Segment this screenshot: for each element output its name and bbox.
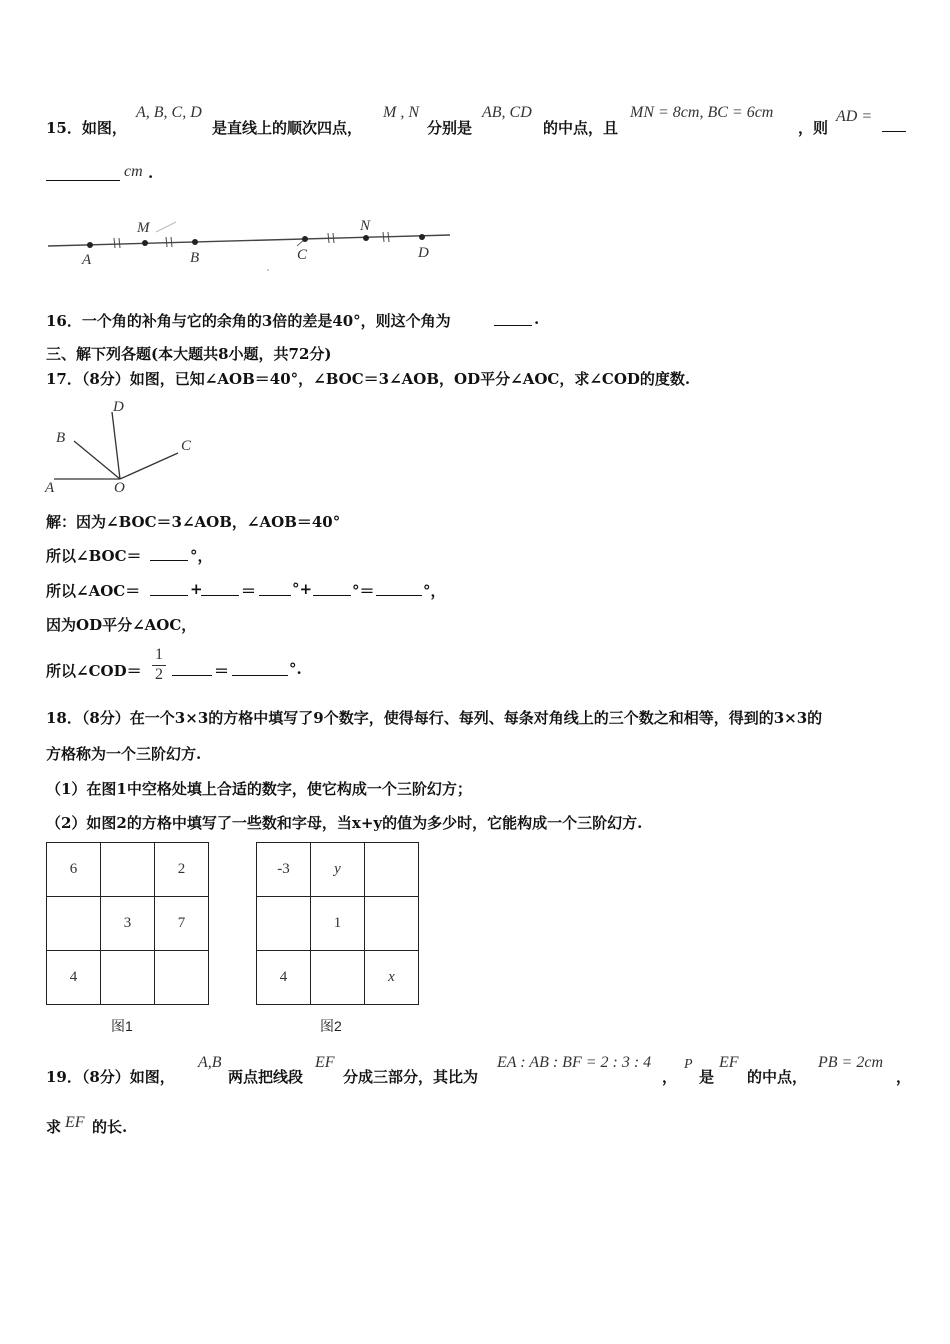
label-d: D xyxy=(418,245,429,261)
ray-oc xyxy=(120,453,178,479)
q17-solution-line-1: 解：因为∠BOC＝3∠AOB，∠AOB＝40° xyxy=(46,513,341,531)
q19-text-6: ， xyxy=(896,1068,912,1086)
q17-blank-5 xyxy=(376,581,422,596)
q17-blank-boc xyxy=(150,546,188,561)
q19-line-2a: 求 xyxy=(46,1118,62,1136)
grid-cell-y: y xyxy=(311,843,365,897)
q19-text-2: 分成三部分，其比为 xyxy=(343,1068,479,1086)
q17-angle-figure xyxy=(42,396,212,500)
label-c: C xyxy=(181,438,192,454)
grid-row xyxy=(47,843,209,897)
q19-text-5: 的中点， xyxy=(747,1068,808,1086)
label-d: D xyxy=(113,399,124,415)
grid-cell xyxy=(311,951,365,1005)
q15-text-4: ，则 xyxy=(798,119,829,137)
q17-blank-7 xyxy=(232,661,288,676)
grid-cell: 3 xyxy=(101,897,155,951)
q17-deg-plus: °+ xyxy=(292,580,313,598)
q17-text: 17．（8分）如图，已知∠AOB＝40°，∠BOC＝3∠AOB，OD平分∠AOC，求∠COD的度数. xyxy=(46,370,691,388)
q17-plus: + xyxy=(190,580,203,598)
q19-ab: A,B xyxy=(198,1054,222,1071)
grid-row xyxy=(257,951,419,1005)
fraction-one-half xyxy=(152,646,166,684)
q15-abcd: AB, CD xyxy=(482,104,532,121)
q15-unit: cm xyxy=(124,163,143,180)
fraction-denominator: 2 xyxy=(152,665,166,684)
point-n xyxy=(363,235,369,241)
stray-mark xyxy=(156,222,176,232)
label-n: N xyxy=(360,218,371,234)
q15-answer-blank-a xyxy=(882,117,906,132)
q19-pb: PB = 2cm xyxy=(818,1054,883,1071)
grid-cell: 6 xyxy=(47,843,101,897)
q17-deg-eq: °＝ xyxy=(352,582,375,600)
label-a: A xyxy=(45,480,55,496)
q17-eq-2: ＝ xyxy=(214,662,230,680)
grid-cell xyxy=(365,843,419,897)
grid-cell-x: x xyxy=(365,951,419,1005)
q17-blank-1 xyxy=(150,581,188,596)
ray-ob xyxy=(74,441,120,479)
q15-number: 15．如图， xyxy=(46,119,127,137)
magic-square-grid-1 xyxy=(46,842,209,1005)
q18-line-2: 方格称为一个三阶幻方. xyxy=(46,745,202,763)
q17-blank-3 xyxy=(259,581,291,596)
q18-line-1: 18．（8分）在一个3×3的方格中填写了9个数字，使得每行、每列、每条对角线上的三个数之和相等，得到的3×3的 xyxy=(46,709,823,727)
q15-end: . xyxy=(148,164,154,182)
grid-row xyxy=(257,897,419,951)
q17-blank-2 xyxy=(201,581,239,596)
q19-ef: EF xyxy=(315,1054,335,1071)
q16-answer-blank xyxy=(494,311,532,326)
q18-part-2: （2）如图2的方格中填写了一些数和字母，当x+y的值为多少时，它能构成一个三阶幻方. xyxy=(46,814,643,832)
ray-od xyxy=(112,412,120,479)
grid-cell: 7 xyxy=(155,897,209,951)
grid-cell: 1 xyxy=(311,897,365,951)
q17-solution-line-5: 所以∠COD＝ xyxy=(46,662,142,680)
q19-number: 19．（8分）如图， xyxy=(46,1068,175,1086)
magic-square-grid-2 xyxy=(256,842,419,1005)
q15-text-2: 分别是 xyxy=(427,119,473,137)
q15-line-figure xyxy=(44,212,456,276)
grid-cell: 4 xyxy=(257,951,311,1005)
label-m: M xyxy=(137,220,150,236)
grid-cell: 4 xyxy=(47,951,101,1005)
q17-solution-line-2-end: °， xyxy=(190,547,213,565)
point-c xyxy=(302,236,308,242)
q17-blank-6 xyxy=(172,661,212,676)
q15-text-1: 是直线上的顺次四点， xyxy=(212,119,363,137)
point-m xyxy=(142,240,148,246)
q19-line-2b: 的长. xyxy=(92,1118,128,1136)
q16-end: . xyxy=(534,310,540,328)
q19-ef-3: EF xyxy=(65,1114,85,1131)
q15-given: MN = 8cm, BC = 6cm xyxy=(630,104,774,121)
straight-line xyxy=(48,235,450,246)
grid-cell: -3 xyxy=(257,843,311,897)
point-b xyxy=(192,239,198,245)
grid-cell: 2 xyxy=(155,843,209,897)
fraction-numerator: 1 xyxy=(155,646,163,663)
q19-ratio: EA : AB : BF = 2 : 3 : 4 xyxy=(497,1054,652,1071)
q15-ad: AD = xyxy=(836,108,873,125)
grid-row xyxy=(257,843,419,897)
q17-solution-line-4: 因为OD平分∠AOC， xyxy=(46,616,197,634)
label-b: B xyxy=(56,430,66,446)
q17-blank-4 xyxy=(313,581,351,596)
q17-eq-1: ＝ xyxy=(241,582,257,600)
q15-mn: M , N xyxy=(383,104,419,121)
figure-2-caption: 图2 xyxy=(320,1018,342,1034)
grid-cell xyxy=(257,897,311,951)
q17-line-5-end: °. xyxy=(289,660,302,678)
label-a: A xyxy=(82,252,92,268)
q15-text-3: 的中点，且 xyxy=(543,119,619,137)
figure-1-caption: 图1 xyxy=(111,1018,133,1034)
label-o: O xyxy=(114,480,125,496)
q19-ef-2: EF xyxy=(719,1054,739,1071)
grid-cell xyxy=(155,951,209,1005)
q19-text-3: ， xyxy=(662,1068,678,1086)
q17-solution-line-3: 所以∠AOC＝ xyxy=(46,582,141,600)
label-c: C xyxy=(297,247,308,263)
grid-row xyxy=(47,897,209,951)
label-b: B xyxy=(190,250,200,266)
grid-cell xyxy=(101,951,155,1005)
q17-solution-line-2: 所以∠BOC＝ xyxy=(46,547,142,565)
grid-cell xyxy=(101,843,155,897)
point-d xyxy=(419,234,425,240)
q16-text: 16．一个角的补角与它的余角的3倍的差是40°，则这个角为 xyxy=(46,312,451,330)
grid-row xyxy=(47,951,209,1005)
grid-cell xyxy=(47,897,101,951)
q17-line-3-end: °， xyxy=(423,582,446,600)
q19-text-4: 是 xyxy=(699,1068,715,1086)
point-a xyxy=(87,242,93,248)
q18-part-1: （1）在图1中空格处填上合适的数字，使它构成一个三阶幻方； xyxy=(46,780,472,798)
q19-p: P xyxy=(684,1057,693,1072)
section-3-title: 三、解下列各题(本大题共8小题，共72分) xyxy=(46,345,332,363)
q19-text-1: 两点把线段 xyxy=(228,1068,304,1086)
stray-dot xyxy=(267,269,269,271)
q15-points: A, B, C, D xyxy=(136,104,202,121)
grid-cell xyxy=(365,897,419,951)
q15-answer-blank-b xyxy=(46,166,120,181)
